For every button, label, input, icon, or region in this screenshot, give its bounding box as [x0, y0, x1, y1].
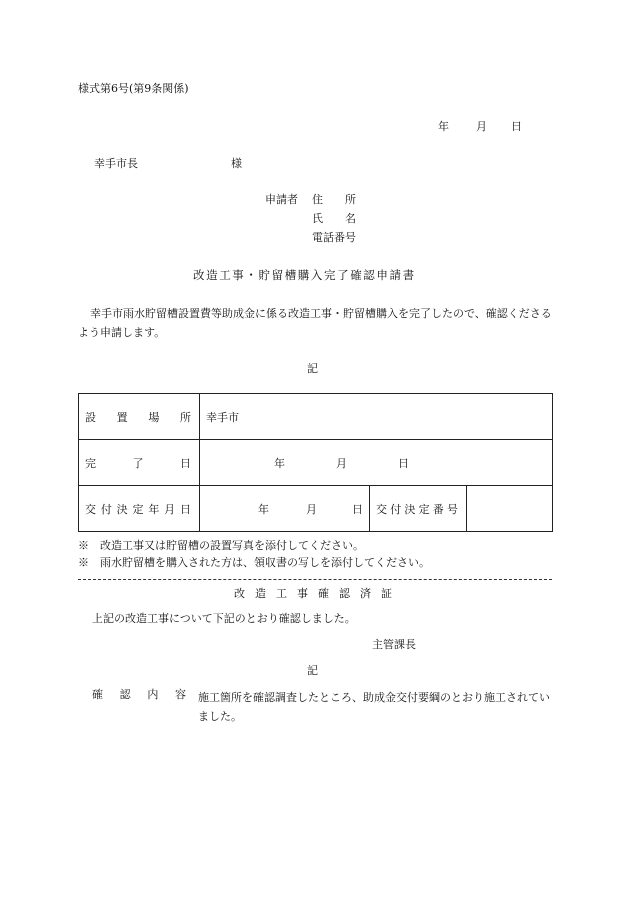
note-receipt: ※ 雨水貯留槽を購入された方は、領収書の写しを添付してください。: [78, 556, 430, 569]
date-day-label: 日: [511, 120, 522, 133]
table-row-location: [79, 394, 553, 440]
completion-day-label: 日: [398, 456, 409, 470]
confirm-content-label: [92, 688, 188, 702]
address-label-char: 所: [345, 193, 356, 206]
addressee: 幸手市長: [94, 157, 138, 170]
name-label-char: 名: [345, 212, 356, 225]
location-label: [79, 394, 200, 440]
label-char: 日: [180, 456, 191, 470]
phone-label: 電話番号: [312, 231, 356, 244]
certificate-text: 上記の改造工事について下記のとおり確認しました。: [92, 612, 356, 625]
label-char: 号: [446, 502, 458, 516]
honorific: 様: [231, 157, 242, 170]
completion-month-label: 月: [336, 456, 347, 470]
decision-month-label: 月: [306, 502, 317, 516]
applicant-label: 申請者: [265, 193, 298, 206]
label-char: 月: [164, 502, 176, 516]
label-char: 年: [148, 502, 160, 516]
confirm-content-text: 施工箇所を確認調査したところ、助成金交付要綱のとおり施工されていました。: [198, 691, 550, 723]
note-photo: ※ 改造工事又は貯留槽の設置写真を添付してください。: [78, 539, 364, 552]
date-year-label: 年: [438, 120, 449, 133]
label-char: 置: [116, 410, 128, 424]
address-label-char: 住: [312, 193, 323, 206]
date-month-label: 月: [476, 120, 487, 133]
completion-year-label: 年: [274, 456, 285, 470]
completion-date-value: [200, 440, 553, 486]
label-char: 確: [92, 688, 103, 701]
label-char: 了: [132, 456, 144, 470]
label-char: 内: [147, 688, 159, 701]
label-char: 設: [85, 410, 96, 424]
decision-day-label: 日: [352, 502, 363, 516]
table-row-decision: [79, 486, 553, 532]
label-char: 番: [432, 502, 444, 516]
completion-label: [79, 440, 200, 486]
label-char: 容: [174, 688, 186, 701]
decision-number-value[interactable]: [467, 486, 553, 532]
label-char: 付: [390, 502, 402, 516]
label-char: 交: [85, 502, 96, 516]
ki-heading-certificate: 記: [307, 664, 318, 677]
ki-heading: 記: [307, 362, 318, 375]
location-value-text: 幸手市: [206, 410, 239, 424]
name-label-char: 氏: [312, 212, 323, 225]
label-char: 決: [116, 502, 128, 516]
location-value: [200, 394, 553, 440]
certificate-title: 改造工事確認済証: [234, 587, 402, 600]
dashed-divider: [78, 579, 552, 580]
table-row-completion: [79, 440, 553, 486]
application-body-text: 幸手市雨水貯留槽設置費等助成金に係る改造工事・貯留槽購入を完了したので、確認くださるよう申請します。: [78, 307, 552, 339]
label-char: 日: [179, 502, 191, 516]
manager-label: 主管課長: [372, 638, 416, 651]
decision-number-label: [370, 486, 467, 532]
label-char: 付: [100, 502, 112, 516]
label-char: 所: [179, 410, 191, 424]
label-char: 決: [404, 502, 416, 516]
label-char: 完: [85, 456, 96, 470]
decision-year-label: 年: [258, 502, 269, 516]
label-char: 交: [376, 502, 387, 516]
document-title: 改造工事・貯留槽購入完了確認申請書: [193, 268, 416, 282]
label-char: 定: [418, 502, 430, 516]
decision-date-value: [200, 486, 370, 532]
label-char: 定: [132, 502, 144, 516]
form-number: 様式第6号(第9条関係): [78, 82, 189, 95]
details-table: [78, 393, 553, 532]
label-char: 場: [148, 410, 160, 424]
label-char: 認: [119, 688, 131, 701]
decision-date-label: [79, 486, 200, 532]
